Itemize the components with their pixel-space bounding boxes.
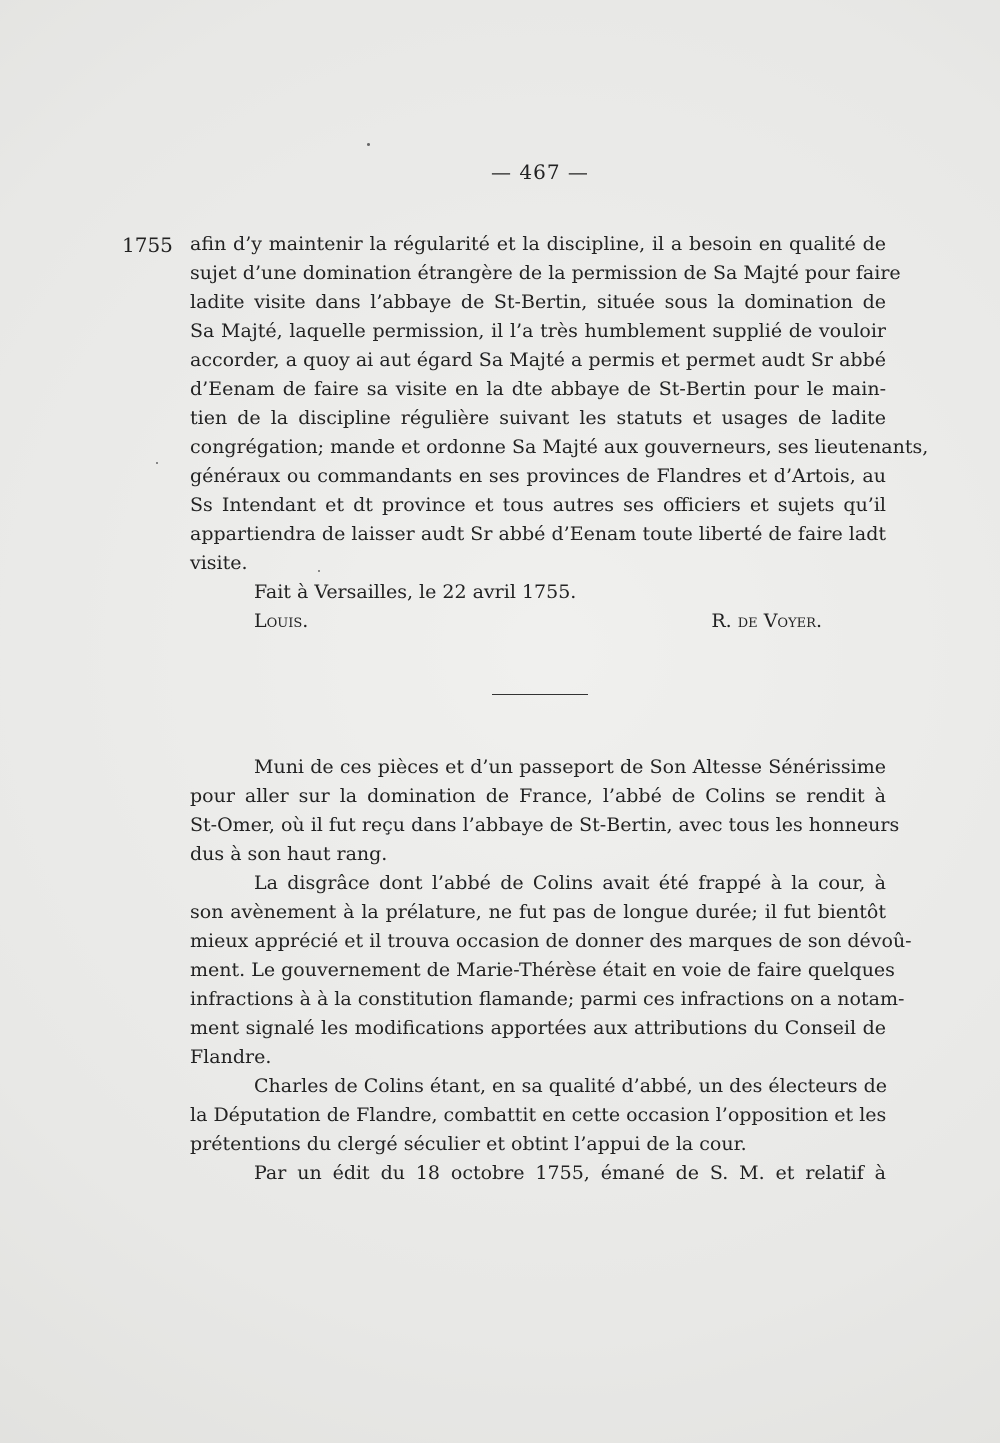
decree-line: appartiendra de laisser audt Sr abbé d’Eenam toute liberté de faire ladt: [190, 523, 886, 545]
margin-year: 1755: [122, 233, 173, 257]
page-number: — 467 —: [491, 160, 589, 184]
decree-line: Sa Majté, laquelle permission, il l’a très humblement supplié de vouloir: [190, 320, 886, 342]
dateline: Fait à Versailles, le 22 avril 1755.: [254, 581, 577, 603]
paragraph-line: prétentions du clergé séculier et obtint l’appui de la cour.: [190, 1133, 747, 1155]
decree-line: d’Eenam de faire sa visite en la dte abbaye de St-Bertin pour le main-: [190, 378, 886, 400]
paper-speck: [318, 570, 320, 572]
decree-line: afin d’y maintenir la régularité et la discipline, il a besoin en qualité de: [190, 233, 886, 255]
paragraph: [190, 1159, 886, 1188]
paragraph: [190, 1072, 886, 1159]
paragraph-line: Muni de ces pièces et d’un passeport de Son Altesse Sénérissime: [254, 756, 886, 778]
paragraph-line: mieux apprécié et il trouva occasion de donner des marques de son dévoû-: [190, 930, 912, 952]
paragraph-line: St-Omer, où il fut reçu dans l’abbaye de St-Bertin, avec tous les honneurs: [190, 814, 900, 836]
paragraph-line: Par un édit du 18 octobre 1755, émané de S. M. et relatif à: [254, 1162, 886, 1184]
signature-right: R. de Voyer.: [711, 610, 822, 632]
signature-row: [190, 607, 886, 636]
paragraph-line: Flandre.: [190, 1046, 272, 1068]
paragraph-line: pour aller sur la domination de France, l’abbé de Colins se rendit à: [190, 785, 886, 807]
paragraph: [190, 869, 912, 1072]
signature-left: Louis.: [254, 610, 309, 632]
decree-line: ladite visite dans l’abbaye de St-Bertin, située sous la domination de: [190, 291, 886, 313]
paragraph: [190, 753, 900, 869]
paragraph-line: Charles de Colins étant, en sa qualité d’abbé, un des électeurs de: [254, 1075, 887, 1097]
decree-line: Ss Intendant et dt province et tous autres ses officiers et sujets qu’il: [190, 494, 886, 516]
decree-line: congrégation; mande et ordonne Sa Majté aux gouverneurs, ses lieutenants,: [190, 436, 929, 458]
paper-speck: [367, 143, 370, 146]
decree-line: généraux ou commandants en ses provinces de Flandres et d’Artois, au: [190, 465, 886, 487]
paragraph-line: ment. Le gouvernement de Marie-Thérèse était en voie de faire quelques: [190, 959, 895, 981]
paragraph-line: la Députation de Flandre, combattit en cette occasion l’opposition et les: [190, 1104, 887, 1126]
paragraph-line: son avènement à la prélature, ne fut pas de longue durée; il fut bientôt: [190, 901, 886, 923]
section-divider: [492, 694, 588, 695]
narrative-text: [190, 753, 912, 1188]
decree-line: visite.: [190, 552, 248, 574]
paragraph-line: La disgrâce dont l’abbé de Colins avait été frappé à la cour, à: [254, 872, 886, 894]
decree-text: [190, 230, 929, 636]
decree-line: tien de la discipline régulière suivant les statuts et usages de ladite: [190, 407, 886, 429]
decree-line: accorder, a quoy ai aut égard Sa Majté a permis et permet audt Sr abbé: [190, 349, 886, 371]
paragraph-line: dus à son haut rang.: [190, 843, 388, 865]
paragraph-line: ment signalé les modifications apportées aux attributions du Conseil de: [190, 1017, 886, 1039]
paper-speck: [156, 462, 158, 464]
paragraph-line: infractions à à la constitution flamande; parmi ces infractions on a notam-: [190, 988, 905, 1010]
decree-line: sujet d’une domination étrangère de la permission de Sa Majté pour faire: [190, 262, 901, 284]
